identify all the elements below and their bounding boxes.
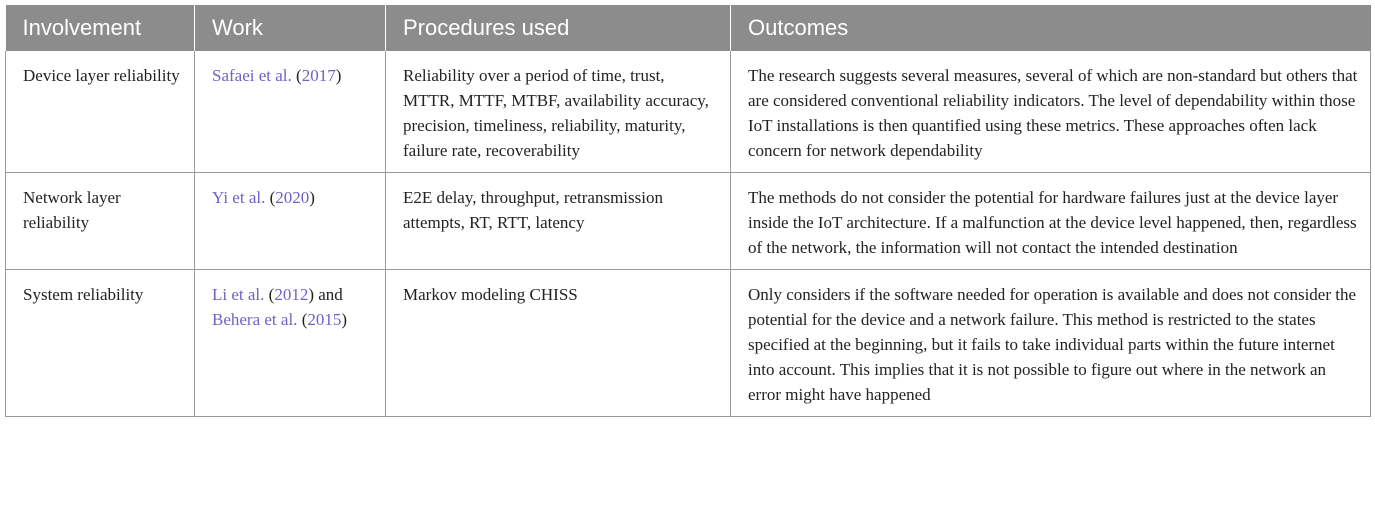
cell-outcomes: Only considers if the software needed for operation is available and does not consider the potential for the device and a network failure. This method is restricted to the states specified at the beginning, but it fails to take individual parts within the future internet into account. This implies that it is not possible to figure out where in the network an error might have happened	[731, 270, 1371, 417]
citation-paren-open: (	[264, 285, 275, 304]
citation-paren-close: ) and	[308, 285, 343, 304]
header-work: Work	[195, 5, 386, 51]
cell-procedures: E2E delay, throughput, retransmission attempts, RT, RTT, latency	[386, 173, 731, 270]
cell-work	[195, 270, 386, 417]
cell-work	[195, 173, 386, 270]
cell-procedures: Markov modeling CHISS	[386, 270, 731, 417]
citation-year-link[interactable]: 2012	[274, 285, 309, 304]
table-row	[6, 173, 1371, 270]
citation-paren-open: (	[265, 188, 276, 207]
cell-outcomes: The methods do not consider the potential for hardware failures just at the device layer inside the IoT architecture. If a malfunction at the device level happened, then, regardless of the network, the information will not contact the intended destination	[731, 173, 1371, 270]
cell-involvement: Device layer reliability	[6, 51, 195, 173]
citation-paren-close-2: )	[341, 310, 348, 329]
reliability-table	[5, 5, 1371, 417]
cell-procedures: Reliability over a period of time, trust, MTTR, MTTF, MTBF, availability accuracy, precision, timeliness, reliability, maturity, failure rate, recoverability	[386, 51, 731, 173]
table-row	[6, 270, 1371, 417]
citation-paren-open-2: (	[297, 310, 308, 329]
header-row	[6, 5, 1371, 51]
table-header	[6, 5, 1371, 51]
citation-author-link[interactable]: Yi et al.	[212, 188, 266, 207]
header-procedures: Procedures used	[386, 5, 731, 51]
citation-year-link[interactable]: 2017	[301, 66, 336, 85]
citation-author-link[interactable]: Safaei et al.	[212, 66, 292, 85]
reliability-table-container	[5, 5, 1370, 417]
citation-paren-close: )	[309, 188, 315, 207]
header-involvement: Involvement	[6, 5, 195, 51]
citation-year-link-2[interactable]: 2015	[307, 310, 342, 329]
table-row	[6, 51, 1371, 173]
citation-author-link-2[interactable]: Behera et al.	[212, 310, 298, 329]
cell-involvement: System reliability	[6, 270, 195, 417]
cell-work	[195, 51, 386, 173]
citation-year-link[interactable]: 2020	[275, 188, 310, 207]
citation-author-link[interactable]: Li et al.	[212, 285, 265, 304]
citation-paren-close: )	[335, 66, 342, 85]
cell-involvement: Network layer reliability	[6, 173, 195, 270]
table-body	[6, 51, 1371, 417]
cell-outcomes: The research suggests several measures, several of which are non-standard but others that are considered conventional reliability indicators. The level of dependability within those IoT installations is then quantified using these metrics. These approaches often lack concern for network dependability	[731, 51, 1371, 173]
header-outcomes: Outcomes	[731, 5, 1371, 51]
citation-paren-open: (	[291, 66, 302, 85]
